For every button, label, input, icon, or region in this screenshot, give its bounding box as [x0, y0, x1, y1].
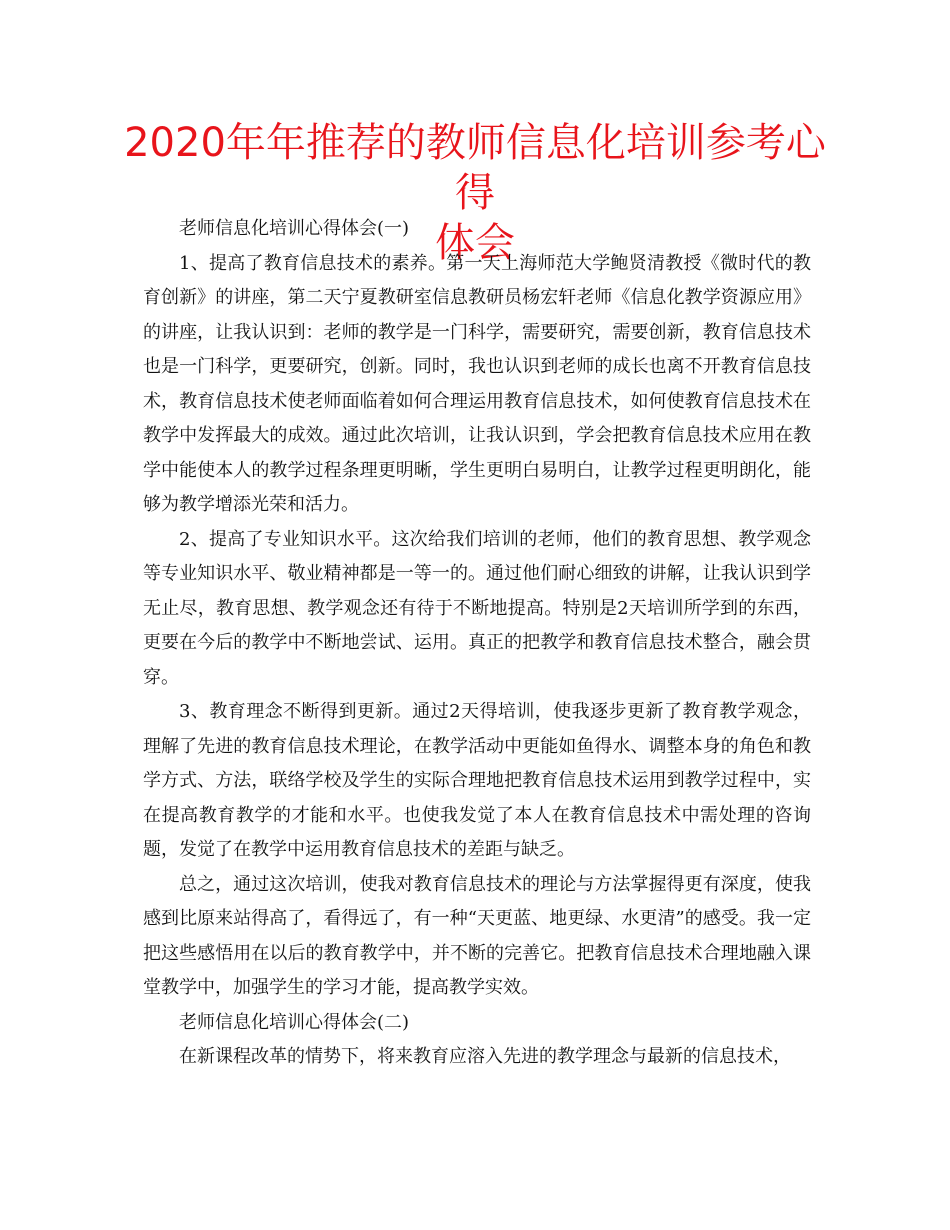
paragraph-summary: 总之，通过这次培训，使我对教育信息技术的理论与方法掌握得更有深度，使我感到比原来站得高了，看得远了，有一种“天更蓝、地更绿、水更清”的感受。我一定把这些感悟用在以后的教育教学中，并不断的完善它。把教育信息技术合理地融入课堂教学中，加强学生的学习才能，提高教学实效。: [143, 873, 811, 998]
document-body: [143, 212, 811, 1075]
paragraph-2: 2、提高了专业知识水平。这次给我们培训的老师，他们的教育思想、教学观念等专业知识水平、敬业精神都是一等一的。通过他们耐心细致的讲解，让我认识到学无止尽，教育思想、教学观念还有待于不断地提高。特别是2天培训所学到的东西，更要在今后的教学中不断地尝试、运用。真正的把教学和教育信息技术整合，融会贯穿。: [143, 528, 811, 688]
document-title-line2: 体会: [435, 220, 515, 266]
paragraph-3: 3、教育理念不断得到更新。通过2天得培训，使我逐步更新了教育教学观念，理解了先进的教育信息技术理论，在教学活动中更能如鱼得水、调整本身的角色和教学方式、方法，联络学校及学生的实际合理地把教育信息技术运用到教学过程中，实在提高教育教学的才能和水平。也使我发觉了本人在教育信息技术中需处理的咨询题，发觉了在教学中运用教育信息技术的差距与缺乏。: [143, 701, 811, 860]
document-title-line1: 2020年年推荐的教师信息化培训参考心得: [124, 120, 826, 216]
paragraph-5: 在新课程改革的情势下，将来教育应溶入先进的教学理念与最新的信息技术，: [179, 1046, 791, 1067]
paragraph-1: 1、提高了教育信息技术的素养。第一天上海师范大学鲍贤清教授《微时代的教育创新》的讲座，第二天宁夏教研室信息教研员杨宏轩老师《信息化教学资源应用》的讲座，让我认识到：老师的教学是一门科学，需要研究，需要创新，教育信息技术也是一门科学，更要研究，创新。同时，我也认识到老师的成长也离不开教育信息技术，教育信息技术使老师面临着如何合理运用教育信息技术，如何使教育信息技术在教学中发挥最大的成效。通过此次培训，让我认识到，学会把教育信息技术应用在教学中能使本人的教学过程条理更明晰，学生更明白易明白，让教学过程更明朗化，能够为教学增添光荣和活力。: [143, 252, 811, 515]
section-heading-2: 老师信息化培训心得体会(二): [179, 1011, 410, 1033]
section-heading-1: 老师信息化培训心得体会(一): [179, 218, 410, 239]
